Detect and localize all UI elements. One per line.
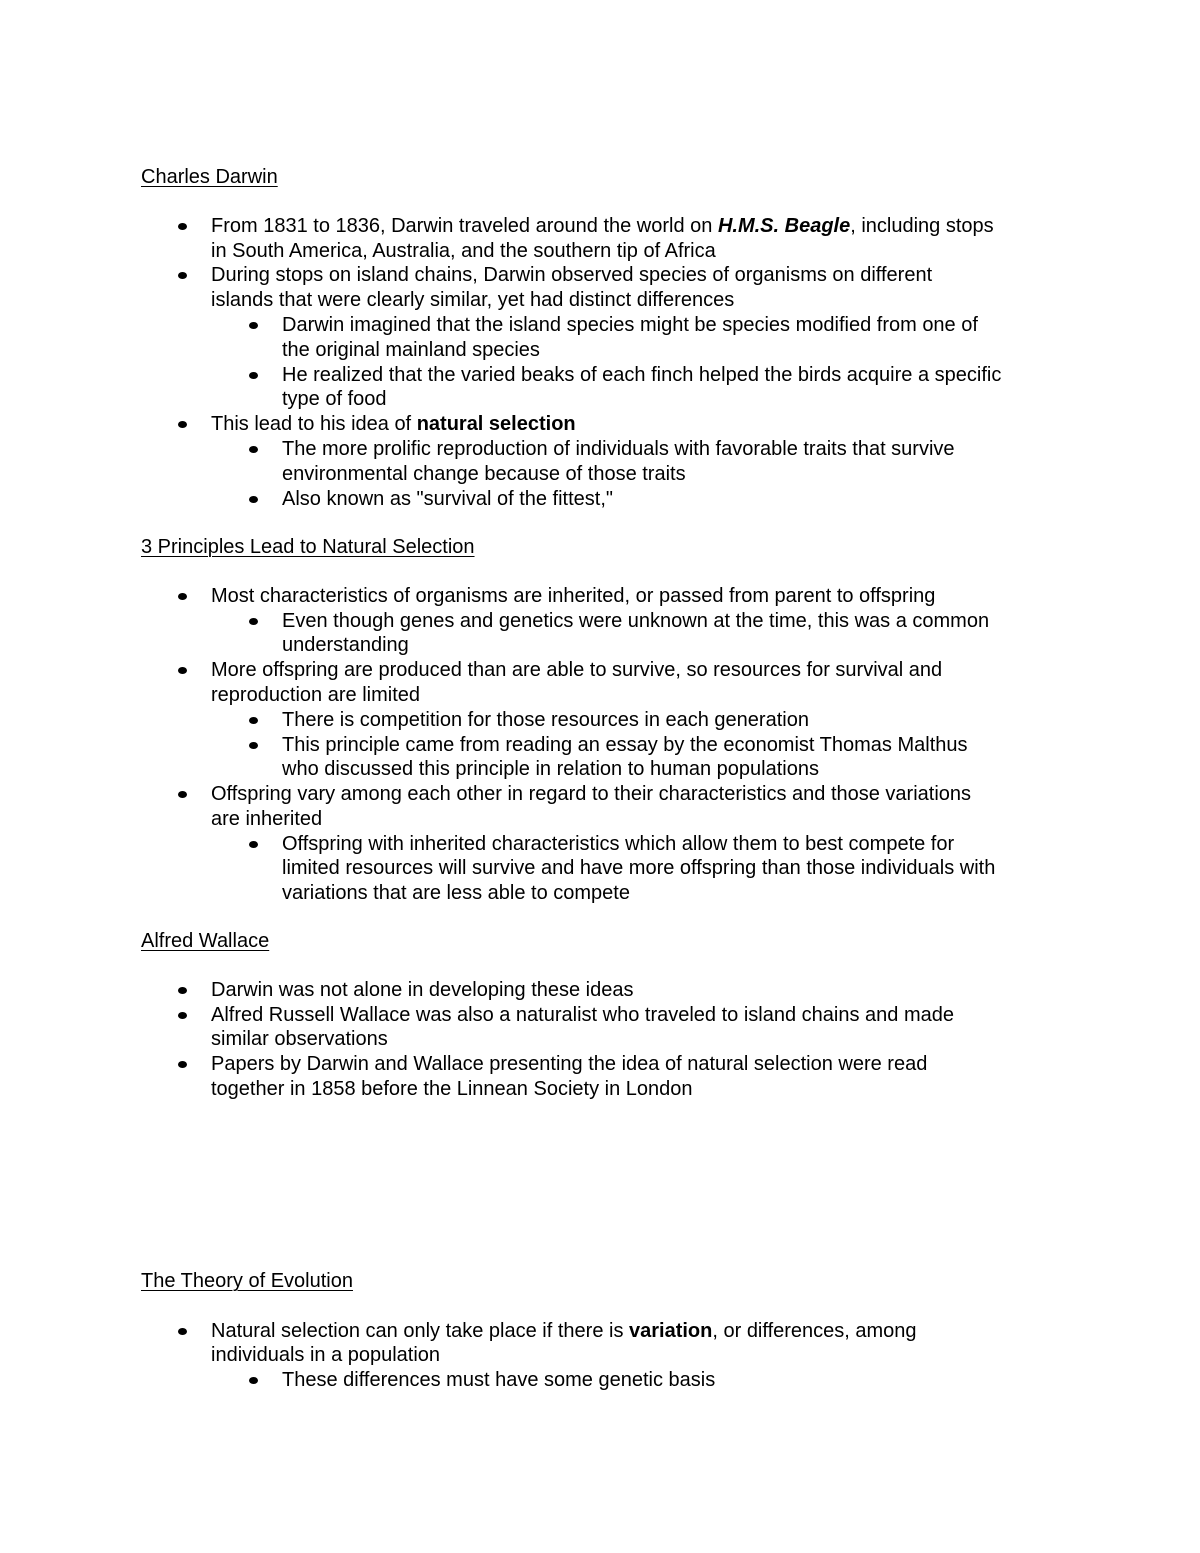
bullet-icon xyxy=(249,372,258,379)
term-variation: variation xyxy=(629,1320,713,1342)
list-item-continuation: in South America, Australia, and the southern tip of Africa xyxy=(211,240,716,262)
bullet-icon xyxy=(249,742,258,749)
list-item: Offspring vary among each other in regard to their characteristics and those variations xyxy=(211,783,972,805)
heading-alfred-wallace: Alfred Wallace xyxy=(141,930,270,952)
bullet-icon xyxy=(178,987,187,994)
list-item-continuation: together in 1858 before the Linnean Society in London xyxy=(211,1078,693,1100)
sub-list-item-continuation: variations that are less able to compete xyxy=(282,882,630,904)
sub-list-item: Darwin imagined that the island species might be species modified from one of xyxy=(282,314,978,336)
bullet-icon xyxy=(249,446,258,453)
bullet-icon xyxy=(249,717,258,724)
list-item: Natural selection can only take place if there is variation, or differences, among xyxy=(211,1320,917,1342)
list-item: Darwin was not alone in developing these ideas xyxy=(211,979,634,1001)
sub-list-item: There is competition for those resources in each generation xyxy=(282,709,809,731)
list-item-continuation: islands that were clearly similar, yet had distinct differences xyxy=(211,289,735,311)
sub-list-item: These differences must have some genetic basis xyxy=(282,1369,716,1391)
sub-list-item: Offspring with inherited characteristics which allow them to best compete for xyxy=(282,833,955,855)
bullet-icon xyxy=(249,841,258,848)
sub-list-item-continuation: understanding xyxy=(282,634,409,656)
sub-list-item-continuation: type of food xyxy=(282,388,387,410)
sub-list-item: Also known as "survival of the fittest," xyxy=(282,488,614,510)
ship-name: H.M.S. Beagle xyxy=(717,215,851,237)
bullet-icon xyxy=(178,667,187,674)
bullet-icon xyxy=(178,1061,187,1068)
sub-list-item-continuation: environmental change because of those traits xyxy=(282,463,686,485)
sub-list-item-continuation: the original mainland species xyxy=(282,339,540,361)
sub-list-item: The more prolific reproduction of individuals with favorable traits that survive xyxy=(282,438,955,460)
heading-theory-of-evolution: The Theory of Evolution xyxy=(141,1270,353,1292)
bullet-icon xyxy=(178,272,187,279)
heading-three-principles: 3 Principles Lead to Natural Selection xyxy=(141,536,475,558)
bullet-icon xyxy=(178,421,187,428)
sub-list-item-continuation: limited resources will survive and have more offspring than those individuals with xyxy=(282,857,996,879)
sub-list-item: He realized that the varied beaks of each finch helped the birds acquire a specific xyxy=(282,364,1002,386)
list-item: During stops on island chains, Darwin observed species of organisms on different xyxy=(211,264,933,286)
sub-list-item: This principle came from reading an essay by the economist Thomas Malthus xyxy=(282,734,968,756)
bullet-icon xyxy=(249,618,258,625)
bullet-icon xyxy=(249,1377,258,1384)
bullet-icon xyxy=(249,322,258,329)
bullet-icon xyxy=(249,496,258,503)
bullet-icon xyxy=(178,1328,187,1335)
list-item: Most characteristics of organisms are inherited, or passed from parent to offspring xyxy=(211,585,936,607)
list-item: Papers by Darwin and Wallace presenting the idea of natural selection were read xyxy=(211,1053,928,1075)
heading-charles-darwin: Charles Darwin xyxy=(141,166,278,188)
list-item-continuation: similar observations xyxy=(211,1028,388,1050)
sub-list-item-continuation: who discussed this principle in relation to human populations xyxy=(282,758,819,780)
list-item: This lead to his idea of natural selection xyxy=(211,413,576,435)
list-item: Alfred Russell Wallace was also a naturalist who traveled to island chains and made xyxy=(211,1004,954,1026)
list-item-continuation: are inherited xyxy=(211,808,323,830)
bullet-icon xyxy=(178,791,187,798)
list-item: From 1831 to 1836, Darwin traveled around the world on H.M.S. Beagle, including stops xyxy=(211,215,994,237)
list-item-continuation: individuals in a population xyxy=(211,1344,441,1366)
sub-list-item: Even though genes and genetics were unknown at the time, this was a common xyxy=(282,610,990,632)
term-natural-selection: natural selection xyxy=(416,413,576,435)
bullet-icon xyxy=(178,593,187,600)
list-item-continuation: reproduction are limited xyxy=(211,684,420,706)
list-item: More offspring are produced than are able to survive, so resources for survival and xyxy=(211,659,943,681)
bullet-icon xyxy=(178,1012,187,1019)
bullet-icon xyxy=(178,223,187,230)
